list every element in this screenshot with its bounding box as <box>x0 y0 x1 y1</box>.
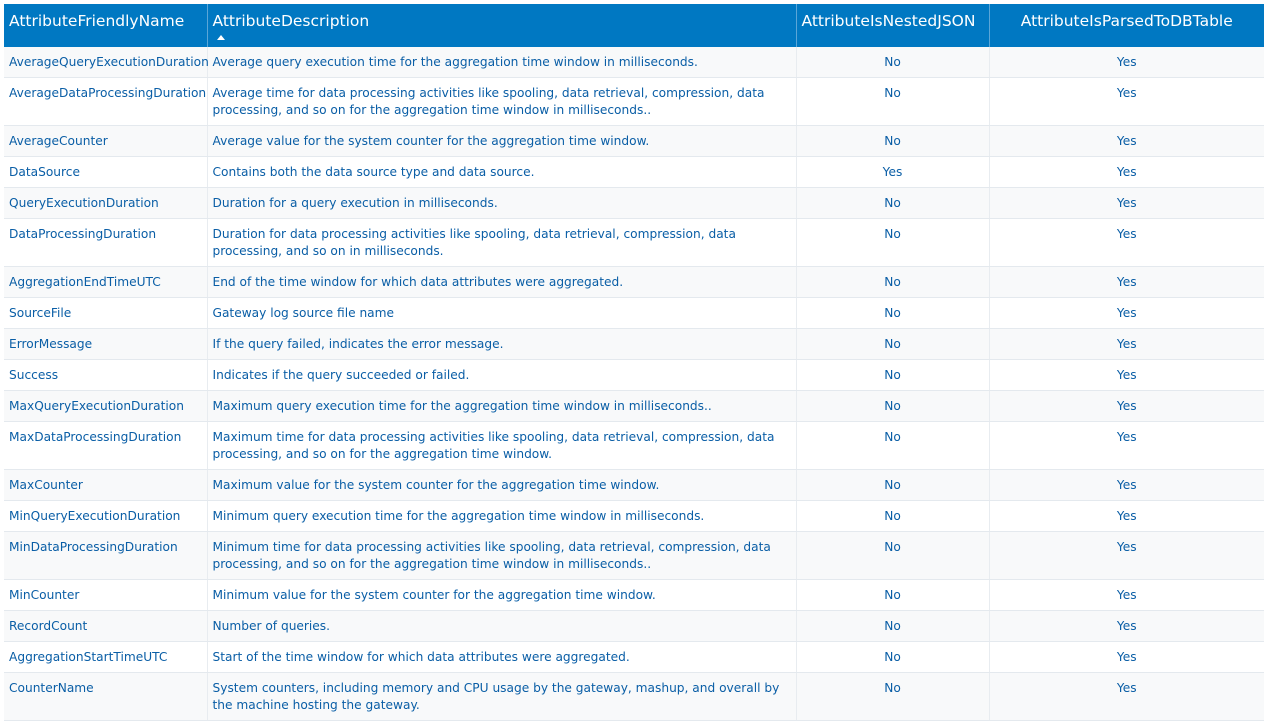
cell-friendly-name: MaxCounter <box>4 470 207 501</box>
table-row[interactable] <box>4 642 1264 673</box>
cell-is-parsed-to-db-table: Yes <box>989 47 1264 78</box>
cell-is-nested-json: No <box>796 470 989 501</box>
cell-is-nested-json: No <box>796 673 989 721</box>
cell-description: System counters, including memory and CPU usage by the gateway, mashup, and overall by the machine hosting the gateway. <box>207 673 796 721</box>
cell-is-parsed-to-db-table: Yes <box>989 329 1264 360</box>
cell-is-nested-json: No <box>796 126 989 157</box>
cell-friendly-name: RecordCount <box>4 611 207 642</box>
header-row <box>4 4 1264 47</box>
cell-description: Average value for the system counter for the aggregation time window. <box>207 126 796 157</box>
cell-is-nested-json: No <box>796 219 989 267</box>
cell-is-parsed-to-db-table: Yes <box>989 219 1264 267</box>
cell-friendly-name: DataProcessingDuration <box>4 219 207 267</box>
cell-is-parsed-to-db-table: Yes <box>989 532 1264 580</box>
column-header-description[interactable] <box>207 4 796 47</box>
cell-description: Minimum time for data processing activities like spooling, data retrieval, compression, data processing, and so on for the aggregation time window in milliseconds.. <box>207 532 796 580</box>
cell-friendly-name: AverageQueryExecutionDuration <box>4 47 207 78</box>
cell-is-nested-json: No <box>796 47 989 78</box>
cell-is-nested-json: No <box>796 267 989 298</box>
cell-friendly-name: MinQueryExecutionDuration <box>4 501 207 532</box>
cell-is-parsed-to-db-table: Yes <box>989 298 1264 329</box>
cell-friendly-name: MinDataProcessingDuration <box>4 532 207 580</box>
cell-description: Indicates if the query succeeded or failed. <box>207 360 796 391</box>
cell-friendly-name: AggregationStartTimeUTC <box>4 642 207 673</box>
cell-is-parsed-to-db-table: Yes <box>989 391 1264 422</box>
cell-is-nested-json: No <box>796 580 989 611</box>
cell-is-parsed-to-db-table: Yes <box>989 580 1264 611</box>
cell-friendly-name: DataSource <box>4 157 207 188</box>
cell-is-nested-json: No <box>796 188 989 219</box>
cell-is-nested-json: No <box>796 501 989 532</box>
cell-is-parsed-to-db-table: Yes <box>989 470 1264 501</box>
table-row[interactable] <box>4 422 1264 470</box>
column-header-is-nested-json[interactable] <box>796 4 989 47</box>
sort-ascending-icon <box>217 35 225 40</box>
column-header-label: AttributeIsNestedJSON <box>801 12 976 30</box>
cell-friendly-name: AggregationEndTimeUTC <box>4 267 207 298</box>
cell-description: Duration for a query execution in milliseconds. <box>207 188 796 219</box>
column-header-is-parsed-to-db-table[interactable] <box>989 4 1264 47</box>
table-row[interactable] <box>4 501 1264 532</box>
cell-is-nested-json: No <box>796 360 989 391</box>
cell-friendly-name: CounterName <box>4 673 207 721</box>
cell-description: Maximum value for the system counter for the aggregation time window. <box>207 470 796 501</box>
cell-is-nested-json: No <box>796 611 989 642</box>
cell-friendly-name: MinCounter <box>4 580 207 611</box>
column-header-label: AttributeIsParsedToDBTable <box>1020 12 1233 30</box>
cell-is-nested-json: No <box>796 642 989 673</box>
cell-description: Duration for data processing activities like spooling, data retrieval, compression, data processing, and so on in milliseconds. <box>207 219 796 267</box>
column-header-friendly-name[interactable] <box>4 4 207 47</box>
cell-is-parsed-to-db-table: Yes <box>989 673 1264 721</box>
cell-friendly-name: Success <box>4 360 207 391</box>
cell-is-parsed-to-db-table: Yes <box>989 611 1264 642</box>
cell-is-nested-json: No <box>796 329 989 360</box>
table-row[interactable] <box>4 360 1264 391</box>
cell-description: End of the time window for which data attributes were aggregated. <box>207 267 796 298</box>
table-row[interactable] <box>4 126 1264 157</box>
table-row[interactable] <box>4 391 1264 422</box>
cell-description: Maximum time for data processing activities like spooling, data retrieval, compression, data processing, and so on for the aggregation time window. <box>207 422 796 470</box>
table-row[interactable] <box>4 673 1264 721</box>
table-row[interactable] <box>4 580 1264 611</box>
cell-is-parsed-to-db-table: Yes <box>989 126 1264 157</box>
table-row[interactable] <box>4 267 1264 298</box>
cell-is-parsed-to-db-table: Yes <box>989 501 1264 532</box>
table-row[interactable] <box>4 532 1264 580</box>
cell-friendly-name: ErrorMessage <box>4 329 207 360</box>
cell-is-nested-json: No <box>796 298 989 329</box>
cell-is-parsed-to-db-table: Yes <box>989 267 1264 298</box>
cell-description: Start of the time window for which data attributes were aggregated. <box>207 642 796 673</box>
table-row[interactable] <box>4 47 1264 78</box>
cell-is-parsed-to-db-table: Yes <box>989 422 1264 470</box>
table-row[interactable] <box>4 329 1264 360</box>
cell-friendly-name: AverageCounter <box>4 126 207 157</box>
table-row[interactable] <box>4 219 1264 267</box>
table-body <box>4 47 1264 721</box>
cell-is-parsed-to-db-table: Yes <box>989 360 1264 391</box>
column-header-label: AttributeDescription <box>212 12 370 30</box>
table-row[interactable] <box>4 78 1264 126</box>
cell-friendly-name: AverageDataProcessingDuration <box>4 78 207 126</box>
cell-description: Average query execution time for the aggregation time window in milliseconds. <box>207 47 796 78</box>
table-row[interactable] <box>4 188 1264 219</box>
data-table-container <box>4 4 1264 721</box>
cell-description: Minimum query execution time for the aggregation time window in milliseconds. <box>207 501 796 532</box>
cell-is-nested-json: No <box>796 78 989 126</box>
cell-is-parsed-to-db-table: Yes <box>989 157 1264 188</box>
cell-is-parsed-to-db-table: Yes <box>989 78 1264 126</box>
cell-description: If the query failed, indicates the error message. <box>207 329 796 360</box>
cell-is-parsed-to-db-table: Yes <box>989 188 1264 219</box>
cell-description: Maximum query execution time for the aggregation time window in milliseconds.. <box>207 391 796 422</box>
column-header-label: AttributeFriendlyName <box>9 12 185 30</box>
cell-description: Number of queries. <box>207 611 796 642</box>
attributes-table <box>4 4 1264 721</box>
table-row[interactable] <box>4 470 1264 501</box>
cell-friendly-name: MaxQueryExecutionDuration <box>4 391 207 422</box>
cell-is-nested-json: No <box>796 391 989 422</box>
table-header <box>4 4 1264 47</box>
table-row[interactable] <box>4 611 1264 642</box>
cell-description: Contains both the data source type and data source. <box>207 157 796 188</box>
cell-is-nested-json: Yes <box>796 157 989 188</box>
cell-is-nested-json: No <box>796 532 989 580</box>
cell-friendly-name: SourceFile <box>4 298 207 329</box>
cell-description: Average time for data processing activities like spooling, data retrieval, compression, data processing, and so on for the aggregation time window in milliseconds.. <box>207 78 796 126</box>
cell-is-nested-json: No <box>796 422 989 470</box>
table-row[interactable] <box>4 157 1264 188</box>
cell-description: Gateway log source file name <box>207 298 796 329</box>
cell-friendly-name: QueryExecutionDuration <box>4 188 207 219</box>
cell-is-parsed-to-db-table: Yes <box>989 642 1264 673</box>
cell-description: Minimum value for the system counter for the aggregation time window. <box>207 580 796 611</box>
cell-friendly-name: MaxDataProcessingDuration <box>4 422 207 470</box>
table-row[interactable] <box>4 298 1264 329</box>
